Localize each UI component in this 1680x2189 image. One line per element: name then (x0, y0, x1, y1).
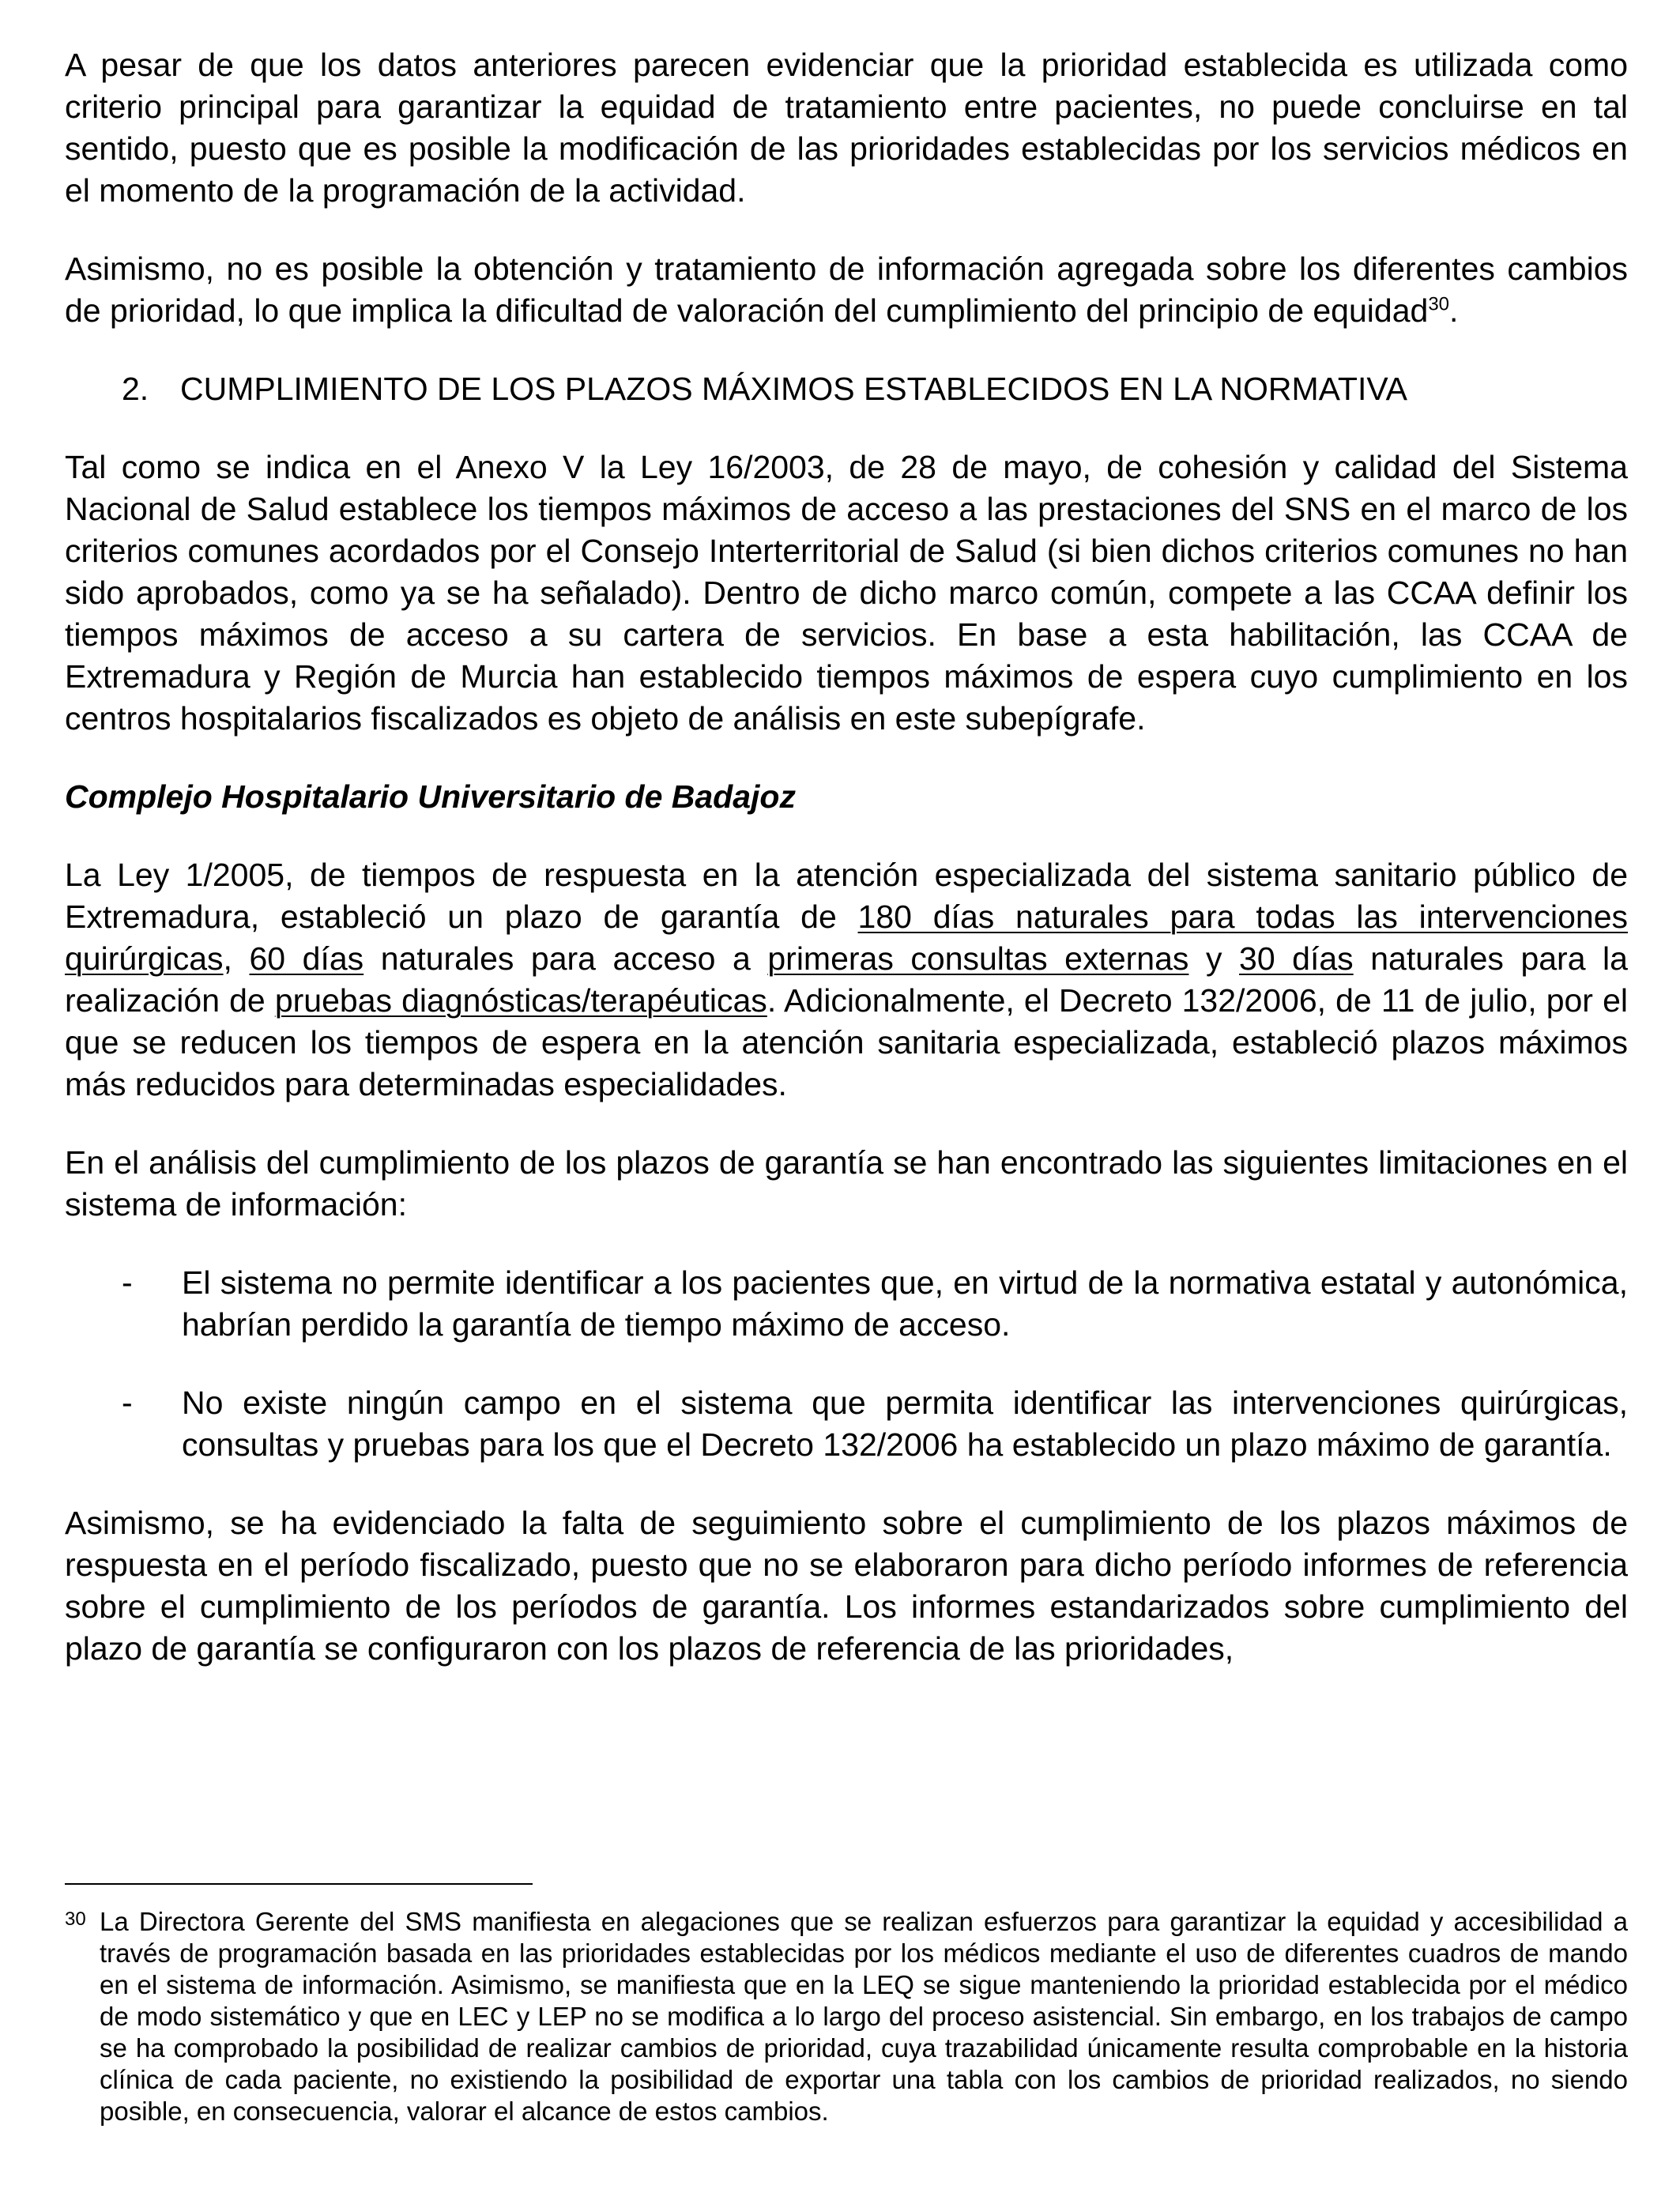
paragraph-priority-changes (65, 248, 1628, 332)
footnote-text: La Directora Gerente del SMS manifiesta en alegaciones que se realizan esfuerzos para garantizar la equidad y accesibilidad a través de programación basada en las prioridades establecidas por los médicos mediante el uso de diferentes cuadros de mando en el sistema de información. Asimismo, se manifiesta que en la LEQ se sigue manteniendo la prioridad establecida por el médico de modo sistemático y que en LEC y LEP no se modifica a lo largo del proceso asistencial. Sin embargo, en los trabajos de campo se ha comprobado la posibilidad de realizar cambios de prioridad, cuya trazabilidad únicamente resulta comprobable en la historia clínica de cada paciente, no existiendo la posibilidad de exportar una tabla con los cambios de prioridad realizados, no siendo posible, en consecuencia, valorar el alcance de estos cambios. (100, 1907, 1628, 2126)
limitations-list (65, 1262, 1628, 1466)
list-item-text: No existe ningún campo en el sistema que permita identificar las intervenciones quirúrgicas, consultas y pruebas para los que el Decreto 132/2006 ha establecido un plazo máximo de garantía. (182, 1385, 1628, 1463)
paragraph-equity-priority: A pesar de que los datos anteriores parecen evidenciar que la prioridad establecida es utilizada como criterio principal para garantizar la equidad de tratamiento entre pacientes, no puede concluirse en tal sentido, puesto que es posible la modificación de las prioridades establecidas por los servicios médicos en el momento de la programación de la actividad. (65, 47, 1628, 209)
section-title: CUMPLIMIENTO DE LOS PLAZOS MÁXIMOS ESTABLECIDOS EN LA NORMATIVA (180, 371, 1408, 407)
p4-text-4: y (1188, 940, 1240, 977)
section-number: 2. (122, 371, 149, 407)
p4-text-2: , (223, 940, 250, 977)
paragraph-priority-changes-text: Asimismo, no es posible la obtención y tratamiento de información agregada sobre los diferentes cambios de prioridad, lo que implica la dificultad de valoración del cumplimiento del principio de equidad (65, 251, 1628, 329)
paragraph-ley-1-2005 (65, 854, 1628, 1106)
p4-text-1: La Ley 1/2005, de tiempos de respuesta en la atención especializada del sistema sanitario público de Extremadura, estableció un plazo de garantía de (65, 857, 1628, 935)
p4-underlined-tests: pruebas diagnósticas/terapéuticas (274, 982, 767, 1019)
footnote-reference[interactable]: 30 (1428, 293, 1450, 315)
p4-text-3: naturales para acceso a (363, 940, 768, 977)
p4-underlined-consultations: primeras consultas externas (767, 940, 1189, 977)
p4-underlined-30-days: 30 días (1239, 940, 1354, 977)
p4-underlined-surgery: 180 días naturales para todas las intervenciones quirúrgicas (65, 899, 1629, 977)
subsection-heading: Complejo Hospitalario Universitario de Badajoz (65, 778, 796, 815)
footnote-separator (65, 1883, 533, 1885)
paragraph-ley-16-2003: Tal como se indica en el Anexo V la Ley 16/2003, de 28 de mayo, de cohesión y calidad del Sistema Nacional de Salud establece los tiempos máximos de acceso a las prestaciones del SNS en el marco de los criterios comunes acordados por el Consejo Interterritorial de Salud (si bien dichos criterios comunes no han sido aprobados, como ya se ha señalado). Dentro de dicho marco común, compete a las CCAA definir los tiempos máximos de acceso a su cartera de servicios. En base a esta habilitación, las CCAA de Extremadura y Región de Murcia han establecido tiempos máximos de espera cuyo cumplimiento en los centros hospitalarios fiscalizados es objeto de análisis en este subepígrafe. (65, 449, 1628, 737)
list-dash: - (122, 1385, 133, 1421)
paragraph-monitoring: Asimismo, se ha evidenciado la falta de seguimiento sobre el cumplimiento de los plazos máximos de respuesta en el período fiscalizado, puesto que no se elaboraron para dicho período informes de referencia sobre el cumplimiento de los períodos de garantía. Los informes estandarizados sobre cumplimiento del plazo de garantía se configuraron con los plazos de referencia de las prioridades, (65, 1505, 1628, 1667)
list-item (65, 1262, 1628, 1346)
paragraph-priority-changes-end: . (1449, 292, 1459, 329)
footnote-number: 30 (65, 1908, 86, 1930)
p4-text-5: naturales para la realización de (65, 940, 1628, 1019)
list-dash: - (122, 1264, 133, 1301)
list-item (65, 1382, 1628, 1466)
p4-text-6: . Adicionalmente, el Decreto 132/2006, de 11 de julio, por el que se reducen los tiempos de espera en la atención sanitaria especializada, estableció plazos máximos más reducidos para determinadas especialidades. (65, 982, 1628, 1102)
footnote (65, 1906, 1628, 2127)
list-item-text: El sistema no permite identificar a los pacientes que, en virtud de la normativa estatal y autonómica, habrían perdido la garantía de tiempo máximo de acceso. (182, 1264, 1628, 1343)
document-page (65, 44, 1628, 1706)
p4-underlined-60-days: 60 días (249, 940, 364, 977)
paragraph-limitations-intro: En el análisis del cumplimiento de los plazos de garantía se han encontrado las siguientes limitaciones en el sistema de información: (65, 1144, 1628, 1223)
section-heading (65, 368, 1628, 410)
